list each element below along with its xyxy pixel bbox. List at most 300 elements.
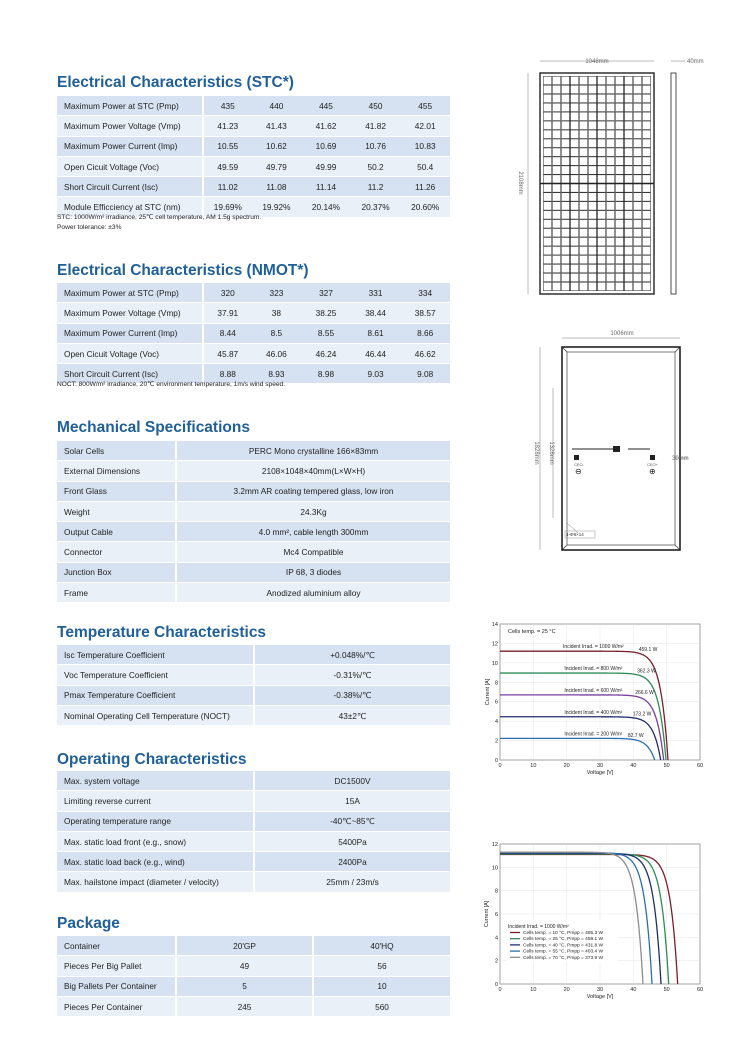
solar-cell [543, 264, 551, 272]
stc-table [57, 96, 450, 218]
solar-cell [561, 255, 569, 263]
solar-cell [552, 94, 560, 102]
chart2-ylabel: Current [A] [484, 900, 490, 928]
y-tick-label: 14 [491, 622, 498, 628]
solar-cell [561, 193, 569, 201]
solar-cell [597, 264, 605, 272]
solar-cell [561, 220, 569, 228]
solar-cell [561, 103, 569, 111]
solar-cell [561, 85, 569, 93]
solar-cell [606, 76, 614, 84]
row-value: Anodized aluminium alloy [175, 583, 450, 603]
solar-cell [624, 193, 632, 201]
solar-cell [606, 175, 614, 183]
solar-cell [633, 148, 641, 156]
row-label: Maximum Power Current (Imp) [57, 137, 202, 157]
solar-cell [606, 139, 614, 147]
solar-cell [597, 238, 605, 246]
row-value: -0.38%/℃ [253, 686, 450, 706]
solar-cell [624, 175, 632, 183]
solar-cell [561, 202, 569, 210]
cell-value: 49.79 [252, 157, 302, 177]
front-width-label: 1048mm [585, 59, 609, 65]
solar-cell [633, 184, 641, 192]
solar-cell [633, 282, 641, 290]
cell-value: 46.62 [400, 344, 450, 364]
solar-cell [633, 121, 641, 129]
solar-cell [552, 85, 560, 93]
cell-value: 19.92% [252, 197, 302, 217]
solar-cell [597, 193, 605, 201]
row-label: Front Glass [57, 482, 175, 502]
temp-row-isc-temperature-coefficient [57, 645, 450, 665]
solar-cell [543, 139, 551, 147]
solar-cell [597, 148, 605, 156]
oper-row-limiting-reverse-current [57, 791, 450, 811]
cell-value: 334 [400, 283, 450, 303]
solar-cell [579, 282, 587, 290]
cell-value: 9.03 [351, 364, 401, 384]
solar-cell [624, 85, 632, 93]
solar-cell [552, 76, 560, 84]
solar-cell [642, 282, 650, 290]
cell-value: 11.02 [202, 177, 252, 197]
power-tolerance-note: Power tolerance: ±3% [57, 224, 122, 231]
pmpp-label: 362.3 W [637, 668, 656, 675]
solar-cell [570, 157, 578, 165]
solar-cell [543, 157, 551, 165]
solar-cell [633, 202, 641, 210]
solar-cell [552, 193, 560, 201]
x-tick-label: 20 [563, 987, 570, 993]
pmpp-label: 459.1 W [638, 646, 658, 653]
cell-value: 20.14% [301, 197, 351, 217]
solar-cell [624, 184, 632, 192]
solar-cell [615, 273, 623, 281]
solar-cell [633, 85, 641, 93]
solar-cell [642, 202, 650, 210]
cell-value: 450 [351, 96, 401, 116]
solar-cell [606, 273, 614, 281]
solar-cell [588, 238, 596, 246]
row-value: 2108×1048×40mm(L×W×H) [175, 461, 450, 481]
cell-value: 8.61 [351, 324, 401, 344]
minus-terminal-icon: ⊖ [575, 467, 582, 476]
solar-cell [552, 229, 560, 237]
solar-cell [552, 255, 560, 263]
mech-row-weight [57, 502, 450, 522]
solar-cell [588, 175, 596, 183]
row-label: Weight [57, 502, 175, 522]
solar-cell [642, 193, 650, 201]
row-value: 24.3Kg [175, 502, 450, 522]
solar-cell [633, 94, 641, 102]
solar-cell [579, 220, 587, 228]
row-label: Frame [57, 583, 175, 603]
stc-row-open-cicuit-voltage-voc [57, 157, 450, 177]
iv-curve-irradiance-chart [482, 616, 714, 784]
solar-cell [570, 76, 578, 84]
solar-cell [606, 220, 614, 228]
x-tick-label: 10 [530, 987, 537, 993]
solar-cell [552, 157, 560, 165]
solar-cell [543, 273, 551, 281]
row-label: Max. system voltage [57, 771, 253, 791]
legend-entry: Cells temp. = 70 °C, Pmpp = 373.9 W [523, 955, 604, 961]
solar-cell [642, 121, 650, 129]
solar-cell [570, 273, 578, 281]
solar-cell [570, 238, 578, 246]
solar-cell [624, 166, 632, 174]
solar-cell [597, 255, 605, 263]
solar-cell [552, 238, 560, 246]
solar-cell [579, 193, 587, 201]
solar-cell [579, 85, 587, 93]
plus-terminal-icon: ⊕ [649, 467, 656, 476]
row-value: 5400Pa [253, 832, 450, 852]
solar-cell [561, 175, 569, 183]
legend-entry: Cells temp. = 10 °C, Pmpp = 485.3 W [523, 931, 604, 936]
series-name-label: Incident Irrad. = 800 W/m² [564, 666, 623, 673]
x-tick-label: 50 [663, 763, 670, 769]
solar-cell [615, 238, 623, 246]
solar-cell [633, 139, 641, 147]
cell-value: 8.93 [252, 364, 302, 384]
row-label: Maximum Power Voltage (Vmp) [57, 116, 202, 136]
pmpp-label: 82.7 W [627, 732, 644, 739]
solar-cell [606, 282, 614, 290]
solar-cell [624, 220, 632, 228]
row-value: 3.2mm AR coating tempered glass, low iron [175, 482, 450, 502]
cell-value: 49.99 [301, 157, 351, 177]
row-label: Short Circuit Current (Isc) [57, 364, 202, 384]
mech-row-frame [57, 583, 450, 603]
row-value: 25mm / 23m/s [253, 872, 450, 892]
solar-cell [606, 238, 614, 246]
solar-cell [570, 220, 578, 228]
cell-value: 46.24 [301, 344, 351, 364]
solar-cell [552, 121, 560, 129]
solar-cell [543, 130, 551, 138]
solar-cell [642, 76, 650, 84]
cell-value: 10.69 [301, 137, 351, 157]
solar-cell [642, 157, 650, 165]
solar-cell [597, 121, 605, 129]
solar-cell [615, 148, 623, 156]
solar-cell [597, 202, 605, 210]
solar-cell [552, 282, 560, 290]
solar-cell [606, 184, 614, 192]
solar-cell [642, 85, 650, 93]
solar-cell [642, 247, 650, 255]
solar-cell [633, 229, 641, 237]
solar-cell [588, 85, 596, 93]
solar-cell [615, 184, 623, 192]
solar-cell [606, 264, 614, 272]
row-label: Nominal Operating Cell Temperature (NOCT) [57, 706, 253, 726]
solar-cell [642, 220, 650, 228]
solar-cell [561, 130, 569, 138]
solar-cell [552, 184, 560, 192]
cell-value: 435 [202, 96, 252, 116]
cell-value: 445 [301, 96, 351, 116]
solar-cell [597, 229, 605, 237]
solar-cell [615, 282, 623, 290]
nmot-table [57, 283, 450, 384]
solar-cell [615, 166, 623, 174]
solar-cell [579, 211, 587, 219]
cell-value: 20.60% [400, 197, 450, 217]
row-value: 43±2℃ [253, 706, 450, 726]
cell-value: 10.83 [400, 137, 450, 157]
solar-cell [615, 193, 623, 201]
solar-cell [588, 103, 596, 111]
stc-note: STC: 1000W/m² irradiance, 25℃ cell temperature, AM 1.5g spectrum. [57, 214, 262, 221]
solar-cell [543, 112, 551, 120]
cell-value: 8.98 [301, 364, 351, 384]
nmot-title: Electrical Characteristics (NMOT*) [57, 262, 309, 279]
mech-row-junction-box [57, 563, 450, 583]
solar-cell [561, 121, 569, 129]
y-tick-label: 12 [491, 842, 498, 848]
module-back-drawing [510, 325, 710, 555]
solar-cell [579, 184, 587, 192]
solar-cell [624, 229, 632, 237]
chart1-xlabel: Voltage [V] [586, 770, 614, 776]
solar-cell [543, 211, 551, 219]
solar-cell [543, 148, 551, 156]
solar-cell [642, 255, 650, 263]
solar-cell [624, 139, 632, 147]
row-value: PERC Mono crystalline 166×83mm [175, 441, 450, 461]
solar-cell [597, 139, 605, 147]
solar-cell [624, 103, 632, 111]
cell-value: 56 [312, 956, 450, 976]
nmot-row-maximum-power-at-stc-pmp [57, 283, 450, 303]
plus-tag: CEO+ [647, 462, 659, 467]
solar-cell [570, 264, 578, 272]
cell-value: 8.66 [400, 324, 450, 344]
solar-cell [588, 166, 596, 174]
y-tick-label: 0 [494, 982, 498, 988]
solar-cell [615, 202, 623, 210]
solar-cell [579, 103, 587, 111]
solar-cell [624, 282, 632, 290]
solar-cell [606, 121, 614, 129]
row-label: External Dimensions [57, 461, 175, 481]
pkg-table [57, 936, 450, 1017]
solar-cell [561, 211, 569, 219]
solar-cell [615, 255, 623, 263]
x-tick-label: 0 [498, 987, 502, 993]
cell-value: 41.82 [351, 116, 401, 136]
series-name-label: Incident Irrad. = 1000 W/m² [562, 644, 624, 651]
x-tick-label: 0 [498, 763, 502, 769]
row-label: Open Cicuit Voltage (Voc) [57, 157, 202, 177]
y-tick-label: 2 [494, 958, 498, 965]
solar-cell [615, 85, 623, 93]
solar-cell [552, 220, 560, 228]
pkg-title: Package [57, 915, 120, 932]
solar-cell [579, 94, 587, 102]
solar-cell [570, 130, 578, 138]
cell-value: 45.87 [202, 344, 252, 364]
oper-row-max-static-load-back-e-g-wind [57, 852, 450, 872]
y-tick-label: 4 [494, 935, 498, 942]
row-label: Operating temperature range [57, 812, 253, 832]
solar-cell [642, 139, 650, 147]
cell-value: 19.69% [202, 197, 252, 217]
pkg-header-row [57, 936, 450, 956]
solar-cell [570, 112, 578, 120]
back-depth-label: 30mm [672, 456, 689, 462]
row-value: 2400Pa [253, 852, 450, 872]
solar-cell [561, 282, 569, 290]
row-label: Solar Cells [57, 441, 175, 461]
solar-cell [552, 139, 560, 147]
solar-cell [570, 139, 578, 147]
pkg-row-big-pallets-per-container [57, 977, 450, 997]
solar-cell [615, 112, 623, 120]
solar-cell [579, 157, 587, 165]
solar-cell [633, 130, 641, 138]
solar-cell [597, 112, 605, 120]
cell-value: 49 [175, 956, 312, 976]
solar-cell [624, 130, 632, 138]
cell-value: 41.43 [252, 116, 302, 136]
solar-cell [642, 94, 650, 102]
solar-cell [579, 121, 587, 129]
cell-value: 11.14 [301, 177, 351, 197]
solar-cell [561, 166, 569, 174]
solar-cell [543, 193, 551, 201]
solar-cell [552, 202, 560, 210]
solar-cell [606, 85, 614, 93]
solar-cell [543, 103, 551, 111]
solar-cell [570, 282, 578, 290]
temp-title: Temperature Characteristics [57, 624, 267, 641]
row-label: Connector [57, 542, 175, 562]
solar-cell [588, 148, 596, 156]
legend-entry: Cells temp. = 40 °C, Pmpp = 431.8 W [523, 943, 604, 949]
solar-cell [552, 148, 560, 156]
mech-row-output-cable [57, 522, 450, 542]
solar-cell [597, 76, 605, 84]
solar-cell [633, 220, 641, 228]
solar-cell [624, 247, 632, 255]
x-tick-label: 40 [630, 987, 637, 993]
header-label: Container [57, 936, 175, 956]
solar-cell [579, 166, 587, 174]
solar-cell [633, 211, 641, 219]
solar-cell [624, 264, 632, 272]
solar-cell [543, 184, 551, 192]
solar-cell [633, 247, 641, 255]
back-height-label: 1828mm [533, 441, 539, 465]
mech-row-front-glass [57, 482, 450, 502]
solar-cell [543, 175, 551, 183]
cell-value: 10.76 [351, 137, 401, 157]
solar-cell [606, 211, 614, 219]
solar-cell [633, 157, 641, 165]
solar-cell [615, 220, 623, 228]
solar-cell [624, 238, 632, 246]
solar-cell [579, 202, 587, 210]
cell-value: 49.59 [202, 157, 252, 177]
solar-cell [570, 103, 578, 111]
solar-cell [588, 264, 596, 272]
slot-label: 4-Φ8×14 [566, 532, 584, 537]
solar-cell [615, 175, 623, 183]
row-label: Max. static load back (e.g., wind) [57, 852, 253, 872]
x-tick-label: 30 [596, 987, 604, 993]
solar-cell [561, 148, 569, 156]
row-label: Junction Box [57, 563, 175, 583]
stc-row-short-circuit-current-isc [57, 177, 450, 197]
nmot-note: NOCT: 800W/m² irradiance, 20℃ environment temperature, 1m/s wind speed. [57, 381, 286, 388]
row-label: Maximum Power Current (Imp) [57, 324, 202, 344]
solar-cell [606, 148, 614, 156]
row-value: -40℃~85℃ [253, 812, 450, 832]
solar-cell [561, 94, 569, 102]
chart1-note: Cells temp. = 25 °C [508, 629, 556, 635]
cell-value: 11.2 [351, 177, 401, 197]
stc-row-maximum-power-current-imp [57, 137, 450, 157]
solar-cell [579, 273, 587, 281]
cell-value: 11.08 [252, 177, 302, 197]
cell-value: 10 [312, 977, 450, 997]
solar-cell [588, 220, 596, 228]
x-tick-label: 60 [696, 763, 704, 769]
solar-cell [606, 202, 614, 210]
x-tick-label: 20 [563, 763, 570, 769]
solar-cell [642, 112, 650, 120]
row-value: IP 68, 3 diodes [175, 563, 450, 583]
temp-table [57, 645, 450, 726]
row-label: Big Pallets Per Container [57, 977, 175, 997]
oper-row-max-hailstone-impact-diameter-velocity [57, 872, 450, 892]
row-label: Voc Temperature Coefficient [57, 665, 253, 685]
solar-cell [570, 148, 578, 156]
solar-cell [606, 166, 614, 174]
oper-title: Operating Characteristics [57, 751, 247, 768]
pkg-row-pieces-per-container [57, 997, 450, 1017]
mech-row-solar-cells [57, 441, 450, 461]
temp-row-nominal-operating-cell-temperature-noct [57, 706, 450, 726]
solar-cell [615, 121, 623, 129]
row-label: Pmax Temperature Coefficient [57, 686, 253, 706]
solar-cell [588, 211, 596, 219]
row-value: 15A [253, 791, 450, 811]
solar-cell [579, 247, 587, 255]
solar-cell [615, 139, 623, 147]
solar-cell [588, 247, 596, 255]
solar-cell [633, 255, 641, 263]
solar-cell [570, 211, 578, 219]
solar-cell [588, 112, 596, 120]
solar-cell [570, 229, 578, 237]
cell-value: 560 [312, 997, 450, 1017]
row-value: -0.31%/℃ [253, 665, 450, 685]
solar-cell [543, 166, 551, 174]
solar-cell [624, 112, 632, 120]
solar-cell [624, 94, 632, 102]
solar-cell [552, 175, 560, 183]
y-tick-label: 6 [494, 912, 498, 918]
stc-title: Electrical Characteristics (STC*) [57, 74, 294, 91]
solar-cell [543, 202, 551, 210]
solar-cell [615, 264, 623, 272]
